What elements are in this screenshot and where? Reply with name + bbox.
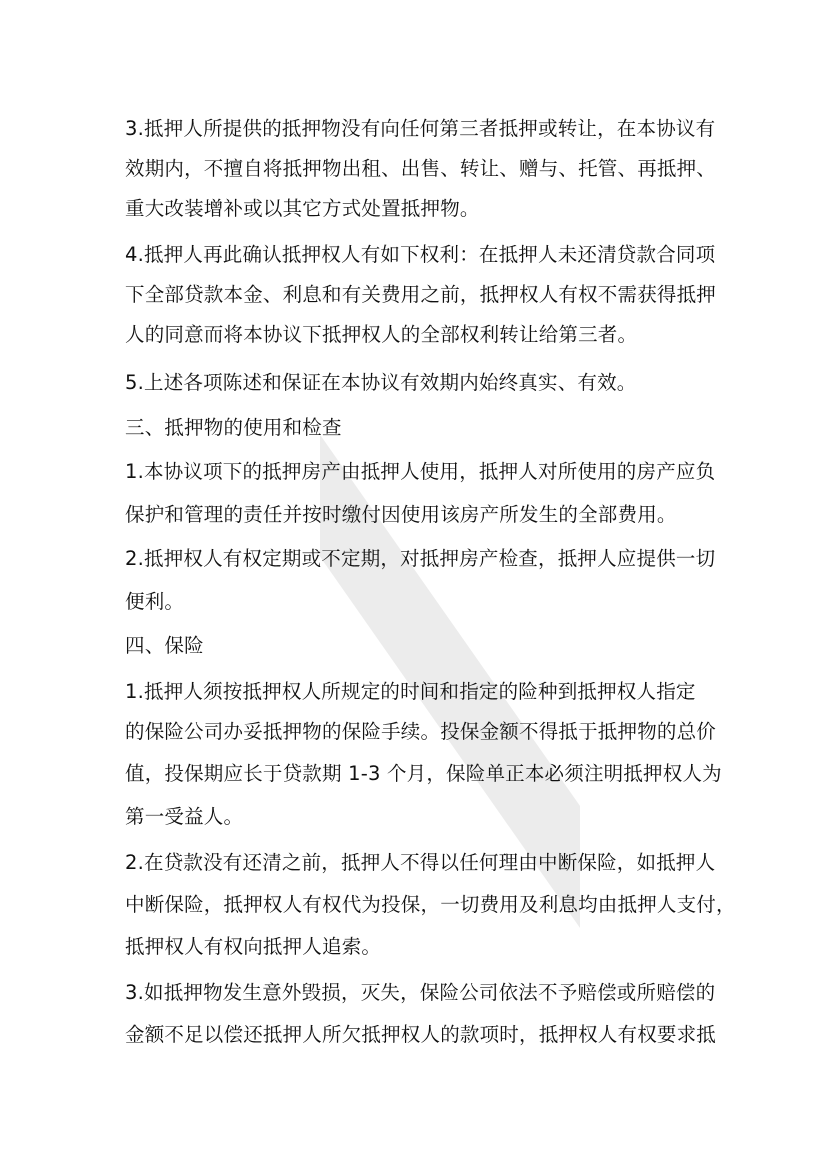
text-line: 的保险公司办妥抵押物的保险手续。投保金额不得抵于抵押物的总价 bbox=[125, 720, 717, 743]
section-heading: 三、抵押物的使用和检查 bbox=[125, 416, 342, 439]
text-line: 保护和管理的责任并按时缴付因使用该房产所发生的全部费用。 bbox=[125, 503, 677, 526]
text-line: 2.抵押权人有权定期或不定期，对抵押房产检查，抵押人应提供一切 bbox=[125, 547, 716, 570]
text-line: 抵押权人有权向抵押人追索。 bbox=[125, 935, 382, 958]
text-line: 5.上述各项陈述和保证在本协议有效期内始终真实、有效。 bbox=[125, 371, 637, 394]
text-line: 第一受益人。 bbox=[125, 805, 244, 828]
text-line: 3.抵押人所提供的抵押物没有向任何第三者抵押或转让，在本协议有 bbox=[125, 117, 716, 140]
text-line: 值，投保期应长于贷款期 1-3 个月，保险单正本必须注明抵押权人为 bbox=[125, 762, 722, 785]
text-line: 重大改装增补或以其它方式处置抵押物。 bbox=[125, 197, 480, 220]
text-line: 人的同意而将本协议下抵押权人的全部权利转让给第三者。 bbox=[125, 323, 638, 346]
text-line: 便利。 bbox=[125, 590, 185, 613]
text-line: 下全部贷款本金、利息和有关费用之前，抵押权人有权不需获得抵押 bbox=[125, 283, 717, 306]
text-line: 2.在贷款没有还清之前，抵押人不得以任何理由中断保险，如抵押人 bbox=[125, 851, 716, 874]
section-heading: 四、保险 bbox=[125, 634, 204, 657]
text-line: 中断保险，抵押权人有权代为投保，一切费用及利息均由抵押人支付， bbox=[125, 893, 736, 916]
text-line: 金额不足以偿还抵押人所欠抵押权人的款项时，抵押权人有权要求抵 bbox=[125, 1023, 717, 1046]
text-line: 1.抵押人须按抵押权人所规定的时间和指定的险种到抵押权人指定 bbox=[125, 680, 696, 703]
text-line: 4.抵押人再此确认抵押权人有如下权利：在抵押人未还清贷款合同项 bbox=[125, 243, 716, 266]
text-line: 效期内，不擅自将抵押物出租、出售、转让、赠与、托管、再抵押、 bbox=[125, 157, 717, 180]
text-line: 3.如抵押物发生意外毁损，灭失，保险公司依法不予赔偿或所赔偿的 bbox=[125, 981, 716, 1004]
text-line: 1.本协议项下的抵押房产由抵押人使用，抵押人对所使用的房产应负 bbox=[125, 460, 716, 483]
